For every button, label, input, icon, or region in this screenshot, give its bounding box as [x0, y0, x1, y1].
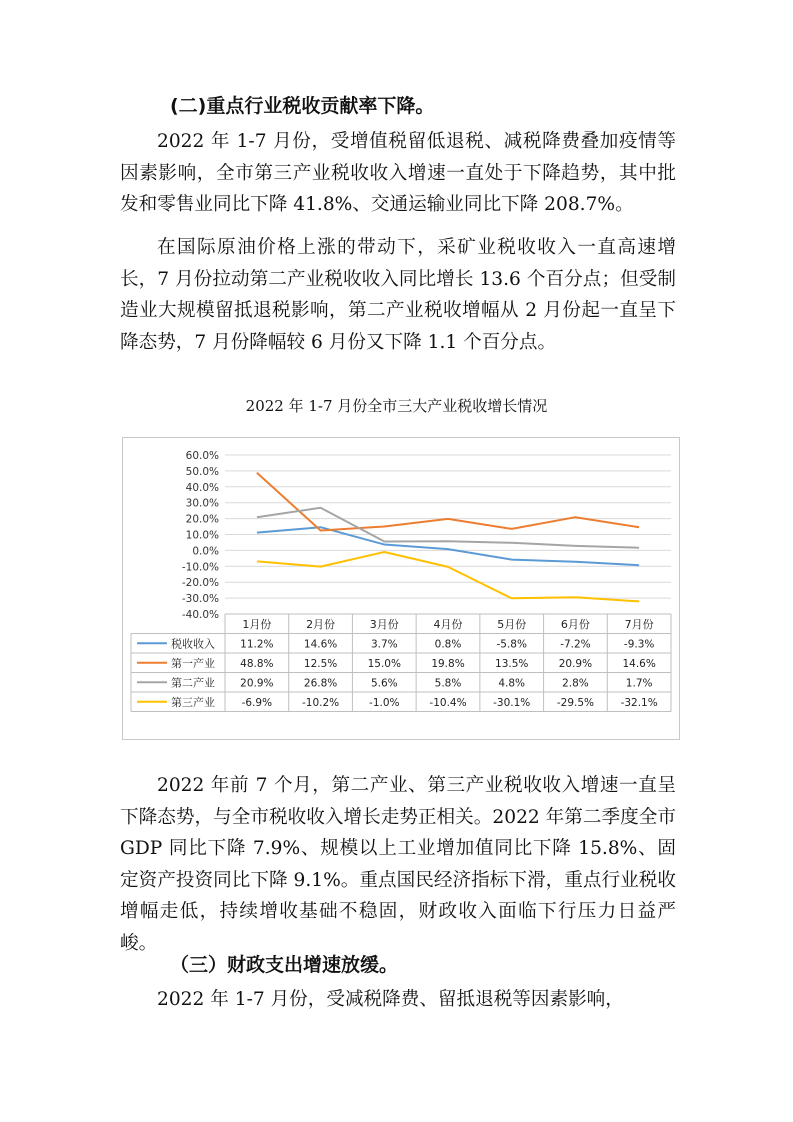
y-tick-label: 0.0% — [192, 545, 219, 558]
data-label: 14.6% — [622, 658, 656, 670]
data-label: 3.7% — [370, 638, 398, 651]
data-label: -1.0% — [369, 697, 400, 709]
data-label: 19.8% — [431, 658, 465, 670]
y-tick-label: -40.0% — [181, 609, 219, 621]
category-label: 1月份 — [242, 618, 272, 631]
data-label: 12.5% — [303, 658, 338, 670]
section-heading-3: （三）财政支出增速放缓。 — [170, 954, 399, 976]
category-label: 5月份 — [497, 618, 527, 631]
data-label: 48.8% — [240, 658, 274, 670]
line-chart — [122, 437, 680, 740]
y-tick-label: 10.0% — [185, 529, 219, 542]
paragraph-expenditure: 2022 年 1-7 月份，受减税降费、留抵退税等因素影响， — [157, 989, 624, 1010]
data-label: -32.1% — [620, 697, 658, 709]
data-label: 2.8% — [562, 677, 589, 690]
data-label: 5.8% — [434, 677, 462, 690]
data-label: 11.2% — [240, 638, 274, 651]
legend-label: 第二产业 — [171, 676, 215, 690]
category-label: 4月份 — [433, 618, 463, 631]
data-label: 0.8% — [434, 638, 462, 651]
data-label: 1.7% — [625, 677, 653, 690]
data-label: -10.2% — [301, 697, 340, 709]
y-tick-label: 30.0% — [185, 497, 219, 510]
data-label: -7.2% — [560, 638, 591, 651]
y-tick-label: -20.0% — [181, 577, 219, 590]
data-label: 15.0% — [367, 658, 401, 670]
data-label: 14.6% — [303, 638, 338, 651]
data-label: 5.6% — [370, 677, 398, 690]
y-tick-label: 60.0% — [185, 450, 219, 462]
chart-title: 2022 年 1-7 月份全市三大产业税收增长情况 — [245, 397, 548, 415]
legend-label: 第三产业 — [171, 696, 215, 709]
data-label: 13.5% — [495, 658, 529, 670]
paragraph-mining: 在国际原油价格上涨的带动下，采矿业税收收入一直高速增长，7 月份拉动第二产业税收收入同比增长 13.6 个百分点；但受制造业大规模留抵退税影响，第二产业税收增幅从 2 月份起一直呈下降态势，7 月份降幅较 6 月份又下降 1.1 个百分点。 — [120, 237, 676, 353]
y-tick-label: -10.0% — [181, 561, 219, 574]
y-tick-label: 40.0% — [185, 481, 219, 494]
data-label: 20.9% — [240, 677, 274, 690]
paragraph-tax-decline: 2022 年 1-7 月份，受增值税留低退税、减税降费叠加疫情等因素影响，全市第三产业税收收入增速一直处于下降趋势，其中批发和零售业同比下降 41.8%、交通运输业同比下降 208.7%。 — [120, 131, 676, 215]
data-label: -9.3% — [623, 638, 655, 651]
legend-label: 税收收入 — [171, 637, 215, 651]
data-label: -6.9% — [241, 697, 273, 709]
series-line — [257, 473, 639, 531]
category-label: 2月份 — [306, 618, 336, 631]
y-tick-label: -30.0% — [181, 593, 219, 606]
y-tick-label: 50.0% — [185, 465, 219, 478]
section-heading-2: (二)重点行业税收贡献率下降。 — [170, 95, 435, 117]
data-label: -10.4% — [429, 697, 467, 709]
category-label: 6月份 — [560, 618, 590, 631]
paragraph-trend: 2022 年前 7 个月，第二产业、第三产业税收收入增速一直呈下降态势，与全市税收收入增长走势正相关。2022 年第二季度全市 GDP 同比下降 7.9%、规模以上工业增加值同比下降 15.8%、固定资产投资同比下降 9.1%。重点国民经济指标下滑，重点行业税收增幅走低，持续增收基础不稳固，财政收入面临下行压力日益严峻。 — [120, 775, 676, 954]
category-label: 7月份 — [624, 618, 654, 631]
y-tick-label: 20.0% — [185, 513, 219, 526]
data-label: 4.8% — [498, 677, 526, 690]
data-label: -30.1% — [493, 697, 531, 709]
data-label: -5.8% — [496, 638, 527, 651]
chart-svg — [123, 438, 681, 741]
series-line — [257, 552, 639, 601]
category-label: 3月份 — [369, 618, 399, 631]
data-label: -29.5% — [556, 697, 595, 709]
legend-label: 第一产业 — [171, 657, 215, 670]
data-label: 20.9% — [558, 658, 593, 670]
data-label: 26.8% — [303, 677, 338, 690]
